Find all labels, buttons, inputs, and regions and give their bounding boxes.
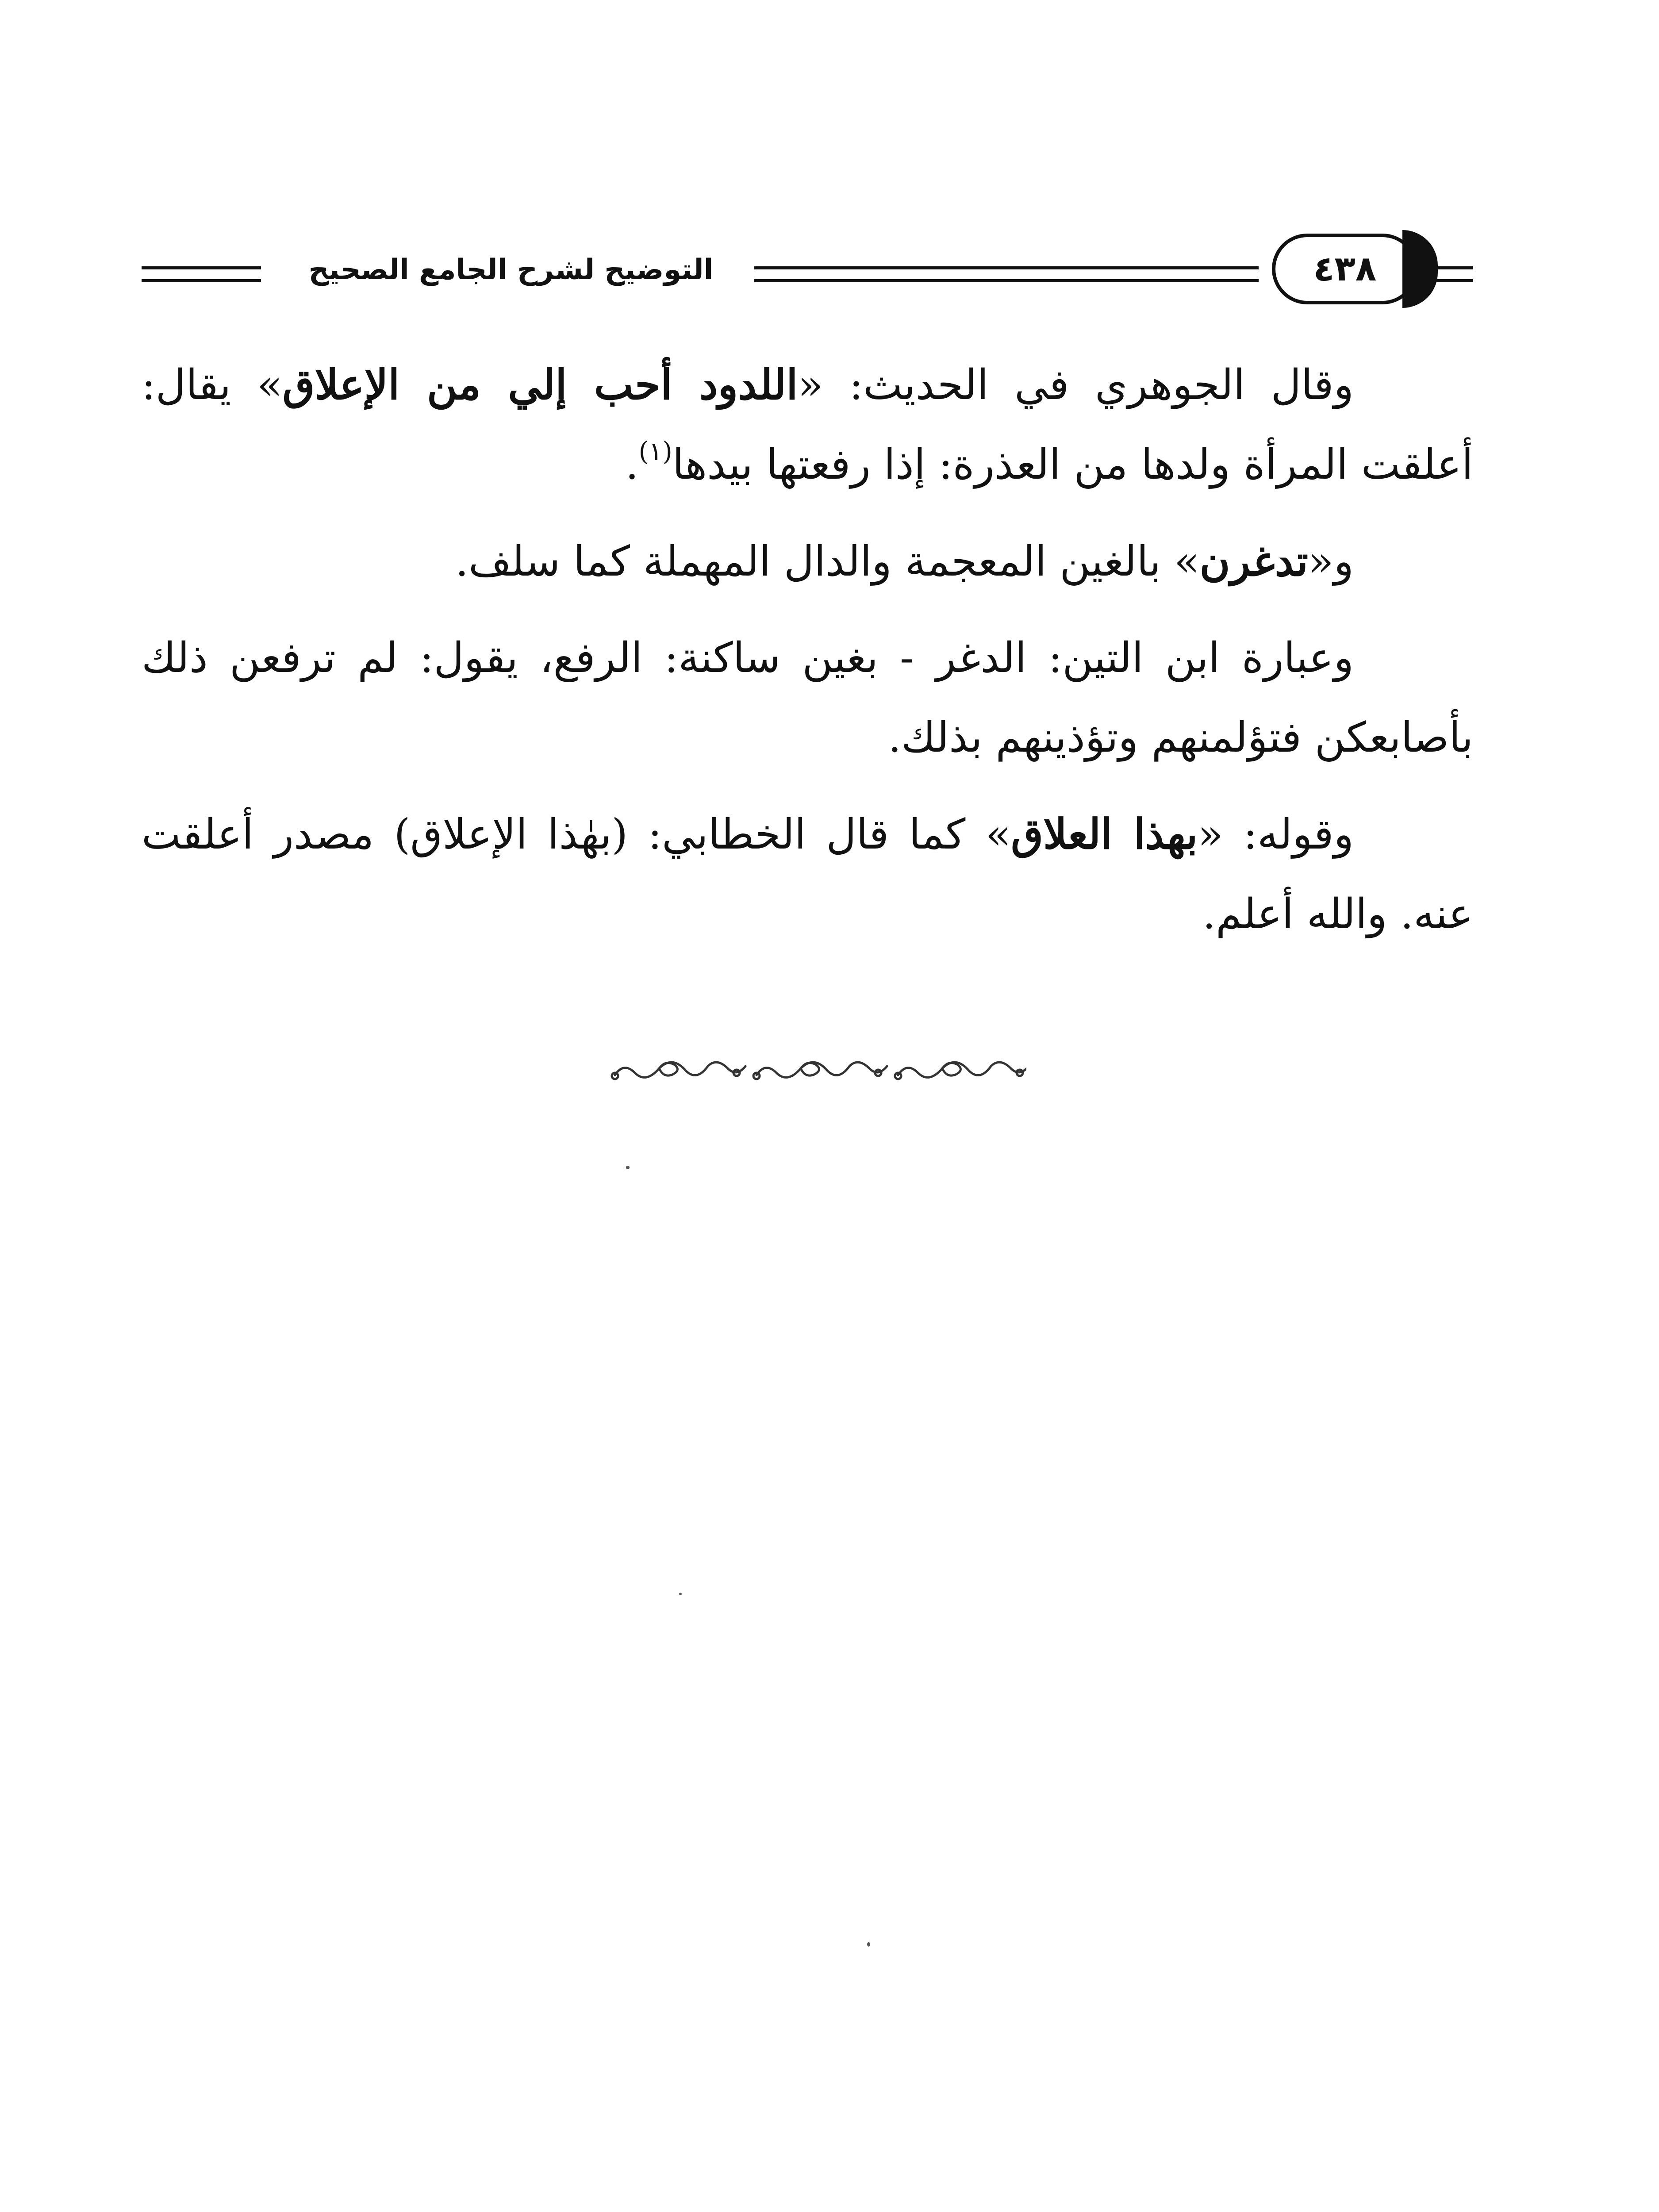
running-header [142, 230, 1473, 310]
running-title: التوضيح لشرح الجامع الصحيح [308, 253, 714, 286]
text-run: وقال الجوهري في الحديث: « [798, 361, 1354, 409]
text-run: » يقال: أعلقت المرأة ولدها من العذرة: إذا رفعتها بيدها [142, 361, 1473, 489]
text-run: » كما قال الخطابي: (بهٰذا الإعلاق) مصدر أعلقت عنه. والله أعلم. [142, 810, 1473, 938]
scan-speck [679, 1593, 682, 1595]
footnote-ref[interactable]: (١) [638, 436, 672, 466]
page-number-badge [1272, 234, 1418, 304]
paragraph-tadghurna [142, 522, 1473, 602]
text-run: وقوله: « [1198, 810, 1354, 859]
quoted-term: بهذا العلاق [1011, 810, 1198, 859]
scan-speck [626, 1166, 630, 1169]
text-run: » بالغين المعجمة والدال المهملة كما سلف. [455, 538, 1200, 586]
floral-divider-icon [606, 1053, 1026, 1088]
header-rule-right [1422, 266, 1473, 282]
header-rule-middle [754, 266, 1259, 282]
body-text [142, 345, 1473, 971]
text-run: و« [1308, 538, 1354, 586]
paragraph-ibn-at-tin: وعبارة ابن التين: الدغر - بغين ساكنة: الرفع، يقول: لم ترفعن ذلك بأصابعكن فتؤلمنهم وتؤذينهم بذلك. [142, 634, 1473, 762]
hadith-quote: اللدود أحب إلي من الإعلاق [282, 361, 798, 409]
quoted-term: تدغرن [1199, 537, 1309, 586]
header-rule-left [142, 266, 261, 282]
text-run: . [625, 441, 639, 489]
scan-speck [867, 1942, 870, 1947]
paragraph-jawhari [142, 345, 1473, 505]
paragraph-khattabi [142, 795, 1473, 954]
page-number: ٤٣٨ [1313, 249, 1377, 289]
